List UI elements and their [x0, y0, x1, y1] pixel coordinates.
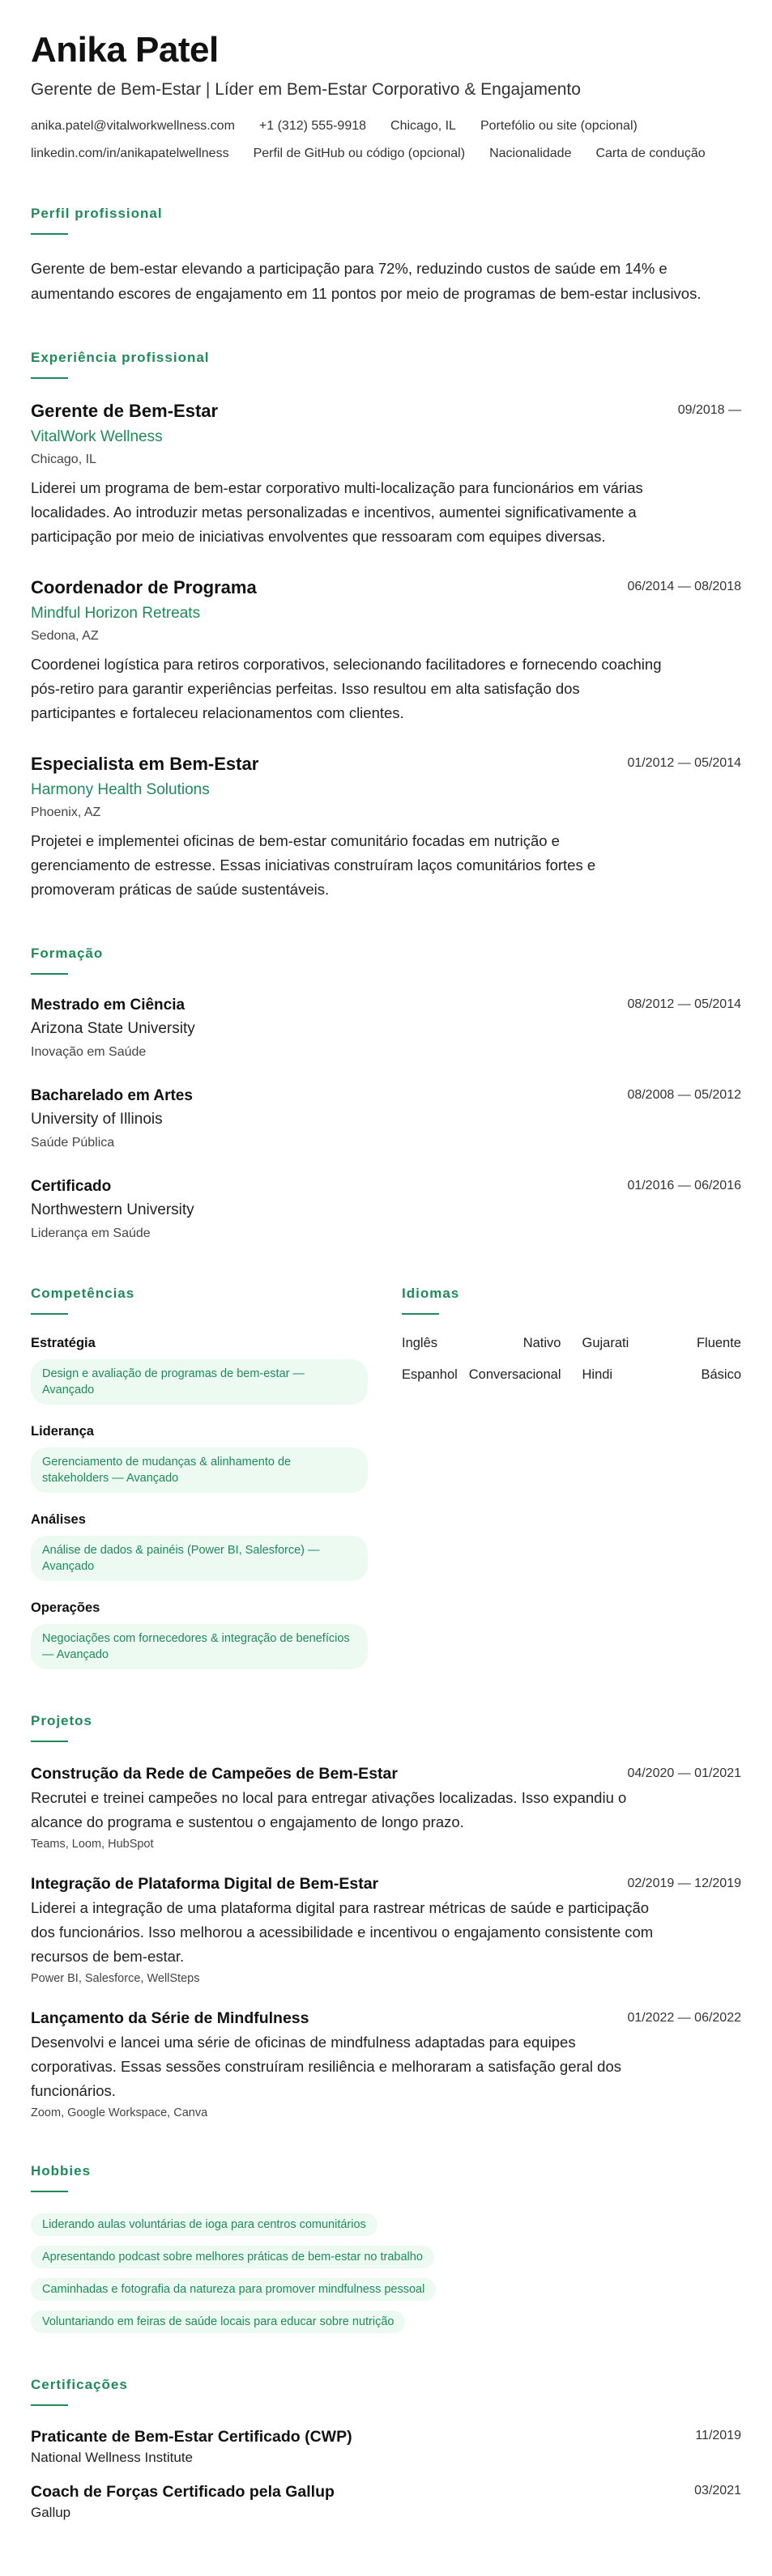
projects-section	[31, 1713, 741, 2119]
experience-item	[31, 400, 741, 549]
contact-portfolio[interactable]: Portefólio ou site (opcional)	[480, 119, 638, 133]
contact-email[interactable]: anika.patel@vitalworkwellness.com	[31, 119, 235, 133]
project-description: Recrutei e treinei campeões no local para entregar ativações localizadas. Isso expandiu o alcance do programa e sustentou o engajamento de longo prazo.	[31, 1789, 627, 1830]
education-item	[31, 996, 741, 1061]
hobbies-section	[31, 2163, 741, 2333]
language-item	[402, 1367, 561, 1383]
skill-group	[31, 1600, 368, 1669]
job-date: 06/2014 — 08/2018	[627, 580, 741, 593]
summary-text: Gerente de bem-estar elevando a participação para 72%, reduzindo custos de saúde em 14% e aumentando escores de engajamento em 11 pontos por meio de programas de bem-estar inclusivos.	[31, 260, 702, 302]
section-title: Hobbies	[31, 2163, 92, 2179]
job-location: Phoenix, AZ	[31, 806, 101, 819]
skills-languages-row	[31, 1286, 741, 1669]
certifications-section	[31, 2377, 741, 2521]
section-divider	[31, 973, 68, 975]
certification-name: Coach de Forças Certificado pela Gallup	[31, 2483, 335, 2501]
experience-item	[31, 576, 741, 725]
hobby-pill: Liderando aulas voluntárias de ioga para centros comunitários	[31, 2213, 377, 2236]
language-name: Gujarati	[582, 1336, 629, 1350]
skill-group	[31, 1336, 368, 1405]
section-divider	[31, 377, 68, 379]
section-title: Experiência profissional	[31, 350, 210, 365]
candidate-headline: Gerente de Bem-Estar | Líder em Bem-Estar Corporativo & Engajamento	[31, 80, 581, 99]
skill-pill: Gerenciamento de mudanças & alinhamento de stakeholders — Avançado	[31, 1447, 368, 1493]
job-company: Mindful Horizon Retreats	[31, 605, 201, 622]
section-divider	[31, 2191, 68, 2192]
project-title: Construção da Rede de Campeões de Bem-Estar	[31, 1765, 398, 1783]
section-title: Idiomas	[402, 1286, 460, 1301]
section-title: Projetos	[31, 1713, 93, 1728]
project-date: 04/2020 — 01/2021	[627, 1766, 741, 1780]
job-location: Sedona, AZ	[31, 629, 99, 643]
education-date: 08/2012 — 05/2014	[627, 997, 741, 1011]
project-title: Lançamento da Série de Mindfulness	[31, 2009, 309, 2027]
section-title: Formação	[31, 946, 104, 961]
experience-section	[31, 350, 741, 902]
language-item	[582, 1367, 742, 1383]
certification-date: 03/2021	[694, 2484, 741, 2497]
language-name: Hindi	[582, 1367, 613, 1382]
project-description: Desenvolvi e lancei uma série de oficinas de mindfulness adaptadas para equipes corporativas. Essas sessões construíram resiliência e melhoraram a satisfação geral dos funcionários.	[31, 2034, 622, 2099]
section-title: Competências	[31, 1286, 135, 1301]
education-date: 01/2016 — 06/2016	[627, 1179, 741, 1192]
project-tech: Zoom, Google Workspace, Canva	[31, 2106, 208, 2119]
project-title: Integração de Plataforma Digital de Bem-Estar	[31, 1875, 379, 1893]
contact-linkedin[interactable]: linkedin.com/in/anikapatelwellness	[31, 147, 229, 160]
language-name: Inglês	[402, 1336, 438, 1350]
skill-group	[31, 1512, 368, 1581]
skill-category: Estratégia	[31, 1336, 96, 1350]
candidate-name: Anika Patel	[31, 30, 219, 70]
contact-phone[interactable]: +1 (312) 555-9918	[258, 119, 367, 133]
section-divider	[402, 1313, 439, 1315]
job-title: Especialista em Bem-Estar	[31, 754, 259, 774]
contact-list	[31, 118, 741, 162]
contact-github[interactable]: Perfil de GitHub ou código (opcional)	[253, 147, 466, 160]
section-title: Perfil profissional	[31, 206, 163, 221]
language-item	[402, 1336, 561, 1351]
certification-issuer: Gallup	[31, 2505, 71, 2520]
skill-pill: Design e avaliação de programas de bem-estar — Avançado	[31, 1359, 368, 1405]
hobby-pill: Caminhadas e fotografia da natureza para promover mindfulness pessoal	[31, 2278, 436, 2301]
job-title: Gerente de Bem-Estar	[31, 401, 219, 421]
education-field: Inovação em Saúde	[31, 1045, 147, 1059]
section-divider	[31, 1313, 68, 1315]
section-divider	[31, 1741, 68, 1742]
certification-item	[31, 2482, 741, 2521]
job-description: Projetei e implementei oficinas de bem-estar comunitário focadas em nutrição e gerenciamento de estresse. Essas iniciativas construíram laços comunitários fortes e promoveram práticas de saúde sustentáveis.	[31, 832, 596, 898]
language-item	[582, 1336, 742, 1351]
job-location: Chicago, IL	[31, 453, 96, 466]
certification-item	[31, 2427, 741, 2466]
skill-pill: Negociações com fornecedores & integração de benefícios — Avançado	[31, 1624, 368, 1669]
resume-header	[31, 29, 741, 162]
education-section	[31, 946, 741, 1242]
certification-date: 11/2019	[695, 2429, 741, 2442]
skill-category: Análises	[31, 1512, 86, 1527]
language-name: Espanhol	[402, 1367, 458, 1382]
education-item	[31, 1086, 741, 1151]
project-item	[31, 1763, 741, 1851]
language-level: Conversacional	[468, 1367, 561, 1382]
education-degree: Certificado	[31, 1178, 112, 1195]
education-field: Saúde Pública	[31, 1136, 115, 1150]
project-tech: Power BI, Salesforce, WellSteps	[31, 1972, 200, 1985]
project-description: Liderei a integração de uma plataforma digital para rastrear métricas de saúde e participação dos funcionários. Isso melhorou a acessibilidade e incentivou o engajamento consistente com recursos de bem-estar.	[31, 1899, 654, 1965]
languages-section	[402, 1286, 741, 1669]
education-school: Northwestern University	[31, 1201, 194, 1218]
contact-nationality: Nacionalidade	[489, 147, 572, 160]
education-date: 08/2008 — 05/2012	[627, 1088, 741, 1102]
skill-group	[31, 1424, 368, 1493]
hobby-list	[31, 2213, 741, 2333]
experience-item	[31, 753, 741, 902]
job-company: VitalWork Wellness	[31, 428, 163, 445]
job-title: Coordenador de Programa	[31, 577, 257, 597]
contact-location: Chicago, IL	[390, 119, 456, 133]
education-school: Arizona State University	[31, 1020, 195, 1037]
job-date: 01/2012 — 05/2014	[627, 756, 741, 770]
section-divider	[31, 233, 68, 235]
education-degree: Bacharelado em Artes	[31, 1087, 193, 1104]
hobby-pill: Apresentando podcast sobre melhores práticas de bem-estar no trabalho	[31, 2246, 434, 2268]
contact-license: Carta de condução	[595, 147, 706, 160]
section-divider	[31, 2404, 68, 2406]
section-title: Certificações	[31, 2377, 128, 2392]
certification-name: Praticante de Bem-Estar Certificado (CWP)	[31, 2428, 352, 2446]
skill-category: Operações	[31, 1600, 100, 1615]
education-item	[31, 1177, 741, 1242]
project-date: 02/2019 — 12/2019	[627, 1877, 741, 1890]
job-description: Liderei um programa de bem-estar corporativo multi-localização para funcionários em várias localidades. Ao introduzir metas personalizadas e incentivos, aumentei significativamente a participação por meio de iniciativas envolventes que ressoaram com equipes diversas.	[31, 479, 643, 545]
summary-section	[31, 206, 741, 306]
job-company: Harmony Health Solutions	[31, 781, 210, 798]
education-degree: Mestrado em Ciência	[31, 997, 186, 1014]
certification-issuer: National Wellness Institute	[31, 2450, 194, 2465]
project-item	[31, 2008, 741, 2119]
skill-category: Liderança	[31, 1424, 94, 1439]
job-description: Coordenei logística para retiros corporativos, selecionando facilitadores e fornecendo coaching pós-retiro para garantir experiências perfeitas. Isso resultou em alta satisfação dos participantes e fortaleceu relacionamentos com clientes.	[31, 656, 662, 721]
project-tech: Teams, Loom, HubSpot	[31, 1838, 154, 1851]
job-date: 09/2018 —	[677, 403, 741, 417]
language-level: Fluente	[696, 1336, 741, 1350]
education-field: Liderança em Saúde	[31, 1226, 151, 1240]
skill-pill: Análise de dados & painéis (Power BI, Salesforce) — Avançado	[31, 1536, 368, 1581]
hobby-pill: Voluntariando em feiras de saúde locais para educar sobre nutrição	[31, 2310, 405, 2333]
language-level: Nativo	[522, 1336, 561, 1350]
language-level: Básico	[701, 1367, 741, 1382]
skills-section	[31, 1286, 368, 1669]
project-item	[31, 1873, 741, 1985]
language-list	[402, 1336, 741, 1383]
project-date: 01/2022 — 06/2022	[627, 2011, 741, 2025]
education-school: University of Illinois	[31, 1111, 163, 1128]
